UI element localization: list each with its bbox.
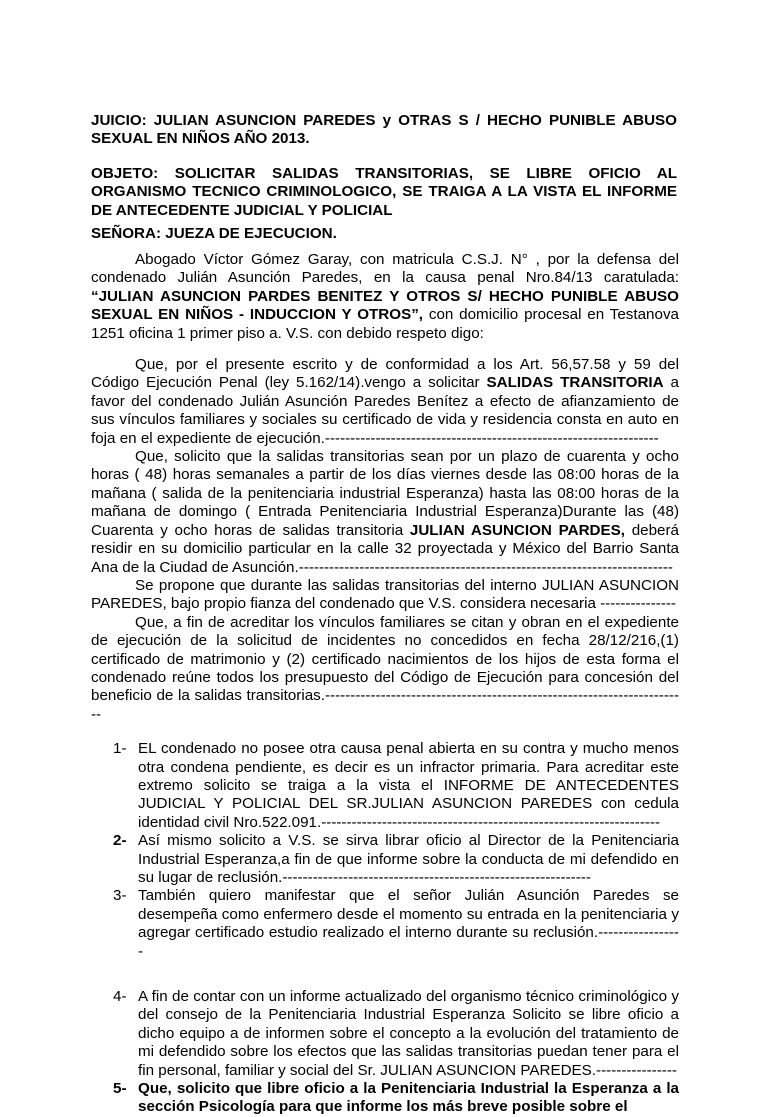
intro-text-c: con domicilio procesal en Testanova 1251 oficina 1 primer piso a. V.S. con debido respeto digo: xyxy=(91,306,679,342)
intro-case-caption: “JULIAN ASUNCION PARDES BENITEZ Y OTROS S/ HECHO PUNIBLE ABUSO SEXUAL EN NIÑOS - INDUCCION Y OTROS”, xyxy=(91,287,679,324)
item-number: 5- xyxy=(113,1080,127,1098)
item-number: 3- xyxy=(113,887,127,905)
list-item xyxy=(91,1080,679,1117)
family-ties-paragraph: Que, a fin de acreditar los vínculos familiares se citan y obran en el expediente de ejecución de la solicitud de incidentes no concedidos en fecha 28/12/216,(1) certificado de matrimonio y (2) certificado nacimientos de los hijos de esta forma el condenado reúne todos los presupuesto del Código de Ejecución para concesión del beneficio de la salidas transitorias.------------------------------------------------------------------------ xyxy=(91,613,679,723)
request-bold: SALIDAS TRANSITORIA xyxy=(486,374,664,392)
case-title: JUICIO: JULIAN ASUNCION PAREDES y OTRAS S / HECHO PUNIBLE ABUSO SEXUAL EN NIÑOS AÑO 2013. xyxy=(91,112,677,148)
item-text: EL condenado no posee otra causa penal abierta en su contra y mucho menos otra condena pendiente, es decir es un infractor primaria. Para acreditar este extremo solicito se traiga a la vista el INFORME DE ANTECEDENTES JUDICIAL Y POLICIAL DEL SR.JULIAN ASUNCION PAREDES con cedula identidad civil Nro.522.091.------------------------------------------------------------------- xyxy=(138,740,679,831)
item-text: Que, solicito que libre oficio a la Penitenciaria Industrial la Esperanza a la sección Psicología para que informe los más breve posible sobre el xyxy=(138,1080,679,1116)
document-body xyxy=(91,251,679,1117)
request-text-c: a favor del condenado Julián Asunción Paredes Benítez a efecto de afianzamiento de sus vínculos familiares y sociales su certificado de vida y residencia consta en auto en foja en el expediente de ejecución.------------------------------------------------------------------ xyxy=(91,374,679,447)
schedule-text-a: Que, solicito que la salidas transitorias sean por un plazo de cuarenta y ocho horas ( 48) horas semanales a partir de los días viernes desde las 08:00 horas de la mañana ( salida de la penitenciaria industrial Esperanza) hasta las 08:00 horas de la mañana de domingo ( Entrada Penitenciaria Industrial Esperanza)Durante las (48) Cuarenta y ocho horas de salidas transitoria xyxy=(91,448,679,539)
schedule-paragraph xyxy=(91,448,679,577)
list-spacer xyxy=(91,961,679,988)
list-item xyxy=(91,988,679,1080)
bail-paragraph: Se propone que durante las salidas transitorias del interno JULIAN ASUNCION PAREDES, bajo propio fianza del condenado que V.S. considera necesaria --------------- xyxy=(91,576,679,613)
petition-list xyxy=(91,740,679,1117)
item-number: 2- xyxy=(113,832,127,850)
list-item xyxy=(91,740,679,832)
item-text: Así mismo solicito a V.S. se sirva librar oficio al Director de la Penitenciaria Industrial Esperanza,a fin de que informe sobre la conducta de mi defendido en su lugar de reclusión.------------------------------------------------------------- xyxy=(138,832,679,886)
intro-text-a: Abogado Víctor Gómez Garay, con matricula C.S.J. N° , por la defensa del condenado Julián Asunción Paredes, en la causa penal Nro.84/13 caratulada: xyxy=(91,251,679,287)
list-item xyxy=(91,832,679,887)
item-number: 1- xyxy=(113,740,127,758)
schedule-bold: JULIAN ASUNCION PARDES, xyxy=(409,521,625,539)
intro-paragraph xyxy=(91,251,679,343)
item-text: También quiero manifestar que el señor Julián Asunción Paredes se desempeña como enfermero desde el momento su entrada en la penitenciaria y agregar certificado estudio realizado el interno durante su reclusión.----------------- xyxy=(138,887,679,960)
item-text: A fin de contar con un informe actualizado del organismo técnico criminológico y del consejo de la Penitenciaria Industrial Esperanza Solicito se libre oficio a dicho equipo a de informen sobre el concepto a la evolución del tratamiento de mi defendido sobre los efectos que las salidas transitorias puedan tener para el fin personal, familiar y social del Sr. JULIAN ASUNCION PAREDES.---------------- xyxy=(138,988,679,1079)
schedule-text-c: deberá residir en su domicilio particular en la calle 32 proyectada y México del Barrio Santa Ana de la Ciudad de Asunción.-------------------------------------------------------------------------- xyxy=(91,521,679,576)
request-paragraph xyxy=(91,356,679,448)
addressee-heading: SEÑORA: JUEZA DE EJECUCION. xyxy=(91,225,337,242)
list-item xyxy=(91,887,679,961)
request-text-a: Que, por el presente escrito y de conformidad a los Art. 56,57.58 y 59 del Código Ejecución Penal (ley 5.162/14).vengo a solicitar xyxy=(91,356,679,392)
item-number: 4- xyxy=(113,988,127,1006)
object-heading: OBJETO: SOLICITAR SALIDAS TRANSITORIAS, SE LIBRE OFICIO AL ORGANISMO TECNICO CRIMINOLOGICO, SE TRAIGA A LA VISTA EL INFORME DE ANTECEDENTE JUDICIAL Y POLICIAL xyxy=(91,165,677,219)
